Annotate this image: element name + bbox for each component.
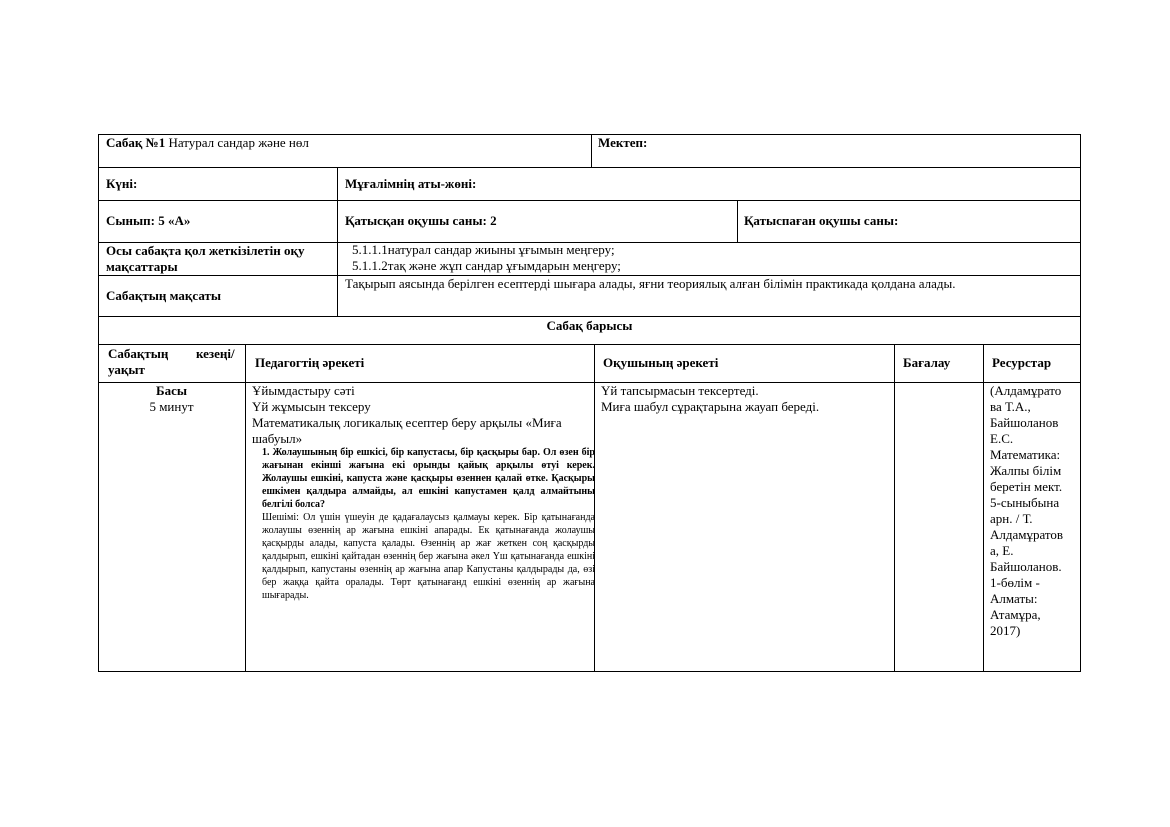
objective-item: 5.1.1.1натурал сандар жиыны ұғымын меңгеру;	[352, 242, 615, 257]
present-students-label: Қатысқан оқушы саны: 2	[345, 213, 497, 228]
objectives-label-line2: мақсаттары	[106, 259, 178, 274]
class-label: Сынып: 5 «А»	[106, 213, 191, 228]
resource-line: беретін мект.	[990, 479, 1063, 494]
student-action-header: Оқушының әрекеті	[603, 355, 719, 370]
objective-item: 5.1.1.2тақ және жұп сандар ұғымдарын меңгеру;	[352, 258, 621, 273]
resource-line: ва Т.А.,	[990, 399, 1031, 414]
problem-solution: Шешімі: Ол үшін үшеуін де қадағалаусыз қалмауы керек. Бір қатынағанда жолаушы өзеннің ар жағына ешкіні апарады. Ек қатынағанда жолаушы қасқырды алады, капуста қалады. Өзеннің ар жағ жеткен соң қасқырды қалдырып, ешкіні қайтадан өзеннің бер жағына әкел Үш қатынағанда ешкіні қалдырып, капустаны өзеннің ар жағына апар Капустаны қалдырады да, өзі бер жаққа қайта оралады. Төрт қатынағанд ешкіні өзеннің ар жағына шығарады.	[262, 512, 595, 601]
brain-teaser-problem	[262, 446, 595, 602]
teacher-activity-line: Үй жұмысын тексеру	[252, 399, 371, 414]
stage-header-line2: уақыт	[108, 362, 145, 377]
student-activity-line: Үй тапсырмасын тексертеді.	[601, 383, 759, 398]
col-divider	[983, 344, 984, 672]
resource-line: арн. / Т.	[990, 511, 1033, 526]
resource-line: Алдамұратов	[990, 527, 1064, 542]
resource-line: (Алдамұрато	[990, 383, 1062, 398]
teacher-activity-line: Ұйымдастыру сәті	[252, 383, 355, 398]
objectives-label-line1: Осы сабақта қол жеткізілетін оқу	[106, 243, 305, 258]
resource-line: 2017)	[990, 623, 1021, 638]
problem-statement: 1. Жолаушының бір ешкісі, бір капустасы, бір қасқыры бар. Ол өзен бір жағынан екінші жағына екі орынды қайық арқылы өтуі керек. Жолаушы ешкіні, капуста және қасқыры өзеннен қалай өтке. Қасқыры ешкімен қалдыра алмайды, ал ешкіні капустамен қалд алмайтыны белгілі болса?	[262, 447, 595, 510]
stage-header-part1: Сабақтың	[108, 346, 169, 361]
stage-header-part2: кезеңі/	[196, 346, 235, 361]
resource-line: Е.С.	[990, 431, 1014, 446]
progress-heading: Сабақ барысы	[546, 318, 633, 333]
teacher-name-label: Мұғалімнің аты-жөні:	[345, 176, 477, 191]
date-label: Күні:	[106, 176, 138, 191]
goal-text: Тақырып аясында берілген есептерді шығара алады, яғни теориялық алған білімін практикада қолдана алады.	[345, 276, 956, 291]
resource-line: 1-бөлім -	[990, 575, 1040, 590]
resource-line: 5-сыныбына	[990, 495, 1060, 510]
lesson-title: Натурал сандар және нөл	[168, 135, 309, 150]
col-divider	[591, 134, 592, 167]
resource-line: Байшоланов.	[990, 559, 1062, 574]
teacher-action-header: Педагогтің әрекеті	[255, 355, 365, 370]
col-divider	[894, 344, 895, 672]
lesson-number-label: Сабақ №1	[106, 135, 166, 150]
resource-line: Математика:	[990, 447, 1061, 462]
stage-time: 5 минут	[149, 399, 194, 414]
school-label: Мектеп:	[598, 135, 648, 150]
resource-line: Байшоланов	[990, 415, 1059, 430]
col-divider	[737, 200, 738, 242]
teacher-activity-line: Математикалық логикалық есептер беру арқылы «Миға	[252, 415, 562, 430]
resource-line: Алматы:	[990, 591, 1038, 606]
col-divider	[337, 167, 338, 316]
goal-label: Сабақтың мақсаты	[106, 288, 222, 303]
resource-line: Жалпы білім	[990, 463, 1062, 478]
resource-line: а, Е.	[990, 543, 1014, 558]
teacher-activity-line: шабуыл»	[252, 431, 303, 446]
resources-header: Ресурстар	[992, 355, 1052, 370]
stage-name: Басы	[155, 383, 187, 398]
student-activity-line: Миға шабул сұрақтарына жауап береді.	[601, 399, 820, 414]
col-divider	[245, 344, 246, 672]
row-divider	[98, 167, 1081, 168]
lesson-title-cell	[106, 135, 309, 151]
row-divider	[98, 316, 1081, 317]
assessment-header: Бағалау	[903, 355, 951, 370]
row-divider	[98, 200, 1081, 201]
absent-students-label: Қатыспаған оқушы саны:	[744, 213, 899, 228]
resource-line: Атамұра,	[990, 607, 1041, 622]
